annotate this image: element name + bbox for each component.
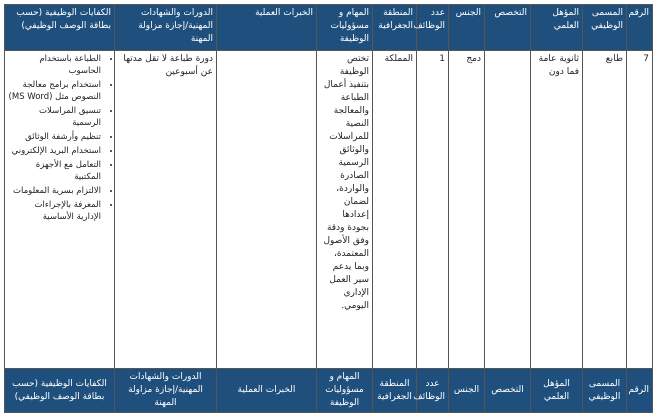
- list-item: • الطباعة باستخدام الحاسوب: [8, 53, 101, 77]
- header-region: المنطقة الجغرافية: [373, 369, 417, 413]
- header-title: المسمى الوظيفي: [583, 5, 627, 51]
- header-courses: الدورات والشهادات المهنية/إجازة مزاولة المهنة: [115, 5, 217, 51]
- cell-region: المملكة: [373, 51, 417, 369]
- list-item: • استخدام برامج معالجة النصوص مثل (MS Word): [8, 79, 101, 103]
- table-row: [5, 51, 653, 369]
- header-count: عدد الوظائف: [417, 5, 449, 51]
- cell-title: طابع: [583, 51, 627, 369]
- cell-count: 1: [417, 51, 449, 369]
- cell-tasks: تختص الوظيفة بتنفيذ أعمال الطباعة والمعالجة النصية للمراسلات والوثائق الرسمية الصادرة والواردة، لضمان إعدادها بجودة ودقة وفق الأصول المعتمدة، وبما يدعم سير العمل الإداري اليومي.: [317, 51, 373, 369]
- header-num: الرقم: [627, 5, 653, 51]
- header-courses: الدورات والشهادات المهنية/إجازة مزاولة المهنة: [115, 369, 217, 413]
- header-experience: الخبرات العملية: [217, 369, 317, 413]
- header-specialization: التخصص: [485, 5, 531, 51]
- header-gender: الجنس: [449, 5, 485, 51]
- cell-competencies: [5, 51, 115, 369]
- table-header-row: [5, 5, 653, 51]
- header-specialization: التخصص: [485, 369, 531, 413]
- header-num: الرقم: [627, 369, 653, 413]
- cell-experience: [217, 51, 317, 369]
- cell-gender: دمج: [449, 51, 485, 369]
- cell-num: 7: [627, 51, 653, 369]
- header-count: عدد الوظائف: [417, 369, 449, 413]
- header-gender: الجنس: [449, 369, 485, 413]
- list-item: • المعرفة بالإجراءات الإدارية الأساسية: [8, 199, 101, 223]
- list-item: • التعامل مع الأجهزة المكتبية: [8, 159, 101, 183]
- competencies-list: [8, 53, 111, 223]
- list-item: • تنسيق المراسلات الرسمية: [8, 105, 101, 129]
- header-experience: الخبرات العملية: [217, 5, 317, 51]
- header-title: المسمى الوظيفي: [583, 369, 627, 413]
- header-tasks: المهام و مسؤوليات الوظيفة: [317, 369, 373, 413]
- jobs-table: [4, 4, 653, 413]
- repeated-header-row: [5, 369, 653, 413]
- list-item: • الالتزام بسرية المعلومات: [8, 185, 101, 197]
- cell-qualification: ثانوية عامة فما دون: [531, 51, 583, 369]
- cell-specialization: [485, 51, 531, 369]
- header-region: المنطقة الجغرافية: [373, 5, 417, 51]
- list-item: • تنظيم وأرشفة الوثائق: [8, 131, 101, 143]
- header-tasks: المهام و مسؤوليات الوظيفة: [317, 5, 373, 51]
- header-competencies: الكفايات الوظيفية (حسب بطاقة الوصف الوظيفي): [5, 5, 115, 51]
- cell-courses: دورة طباعة لا تقل مدتها عن أسبوعين: [115, 51, 217, 369]
- header-qualification: المؤهل العلمي: [531, 369, 583, 413]
- header-competencies: الكفايات الوظيفية (حسب بطاقة الوصف الوظيفي): [5, 369, 115, 413]
- list-item: • استخدام البريد الإلكتروني: [8, 145, 101, 157]
- header-qualification: المؤهل العلمي: [531, 5, 583, 51]
